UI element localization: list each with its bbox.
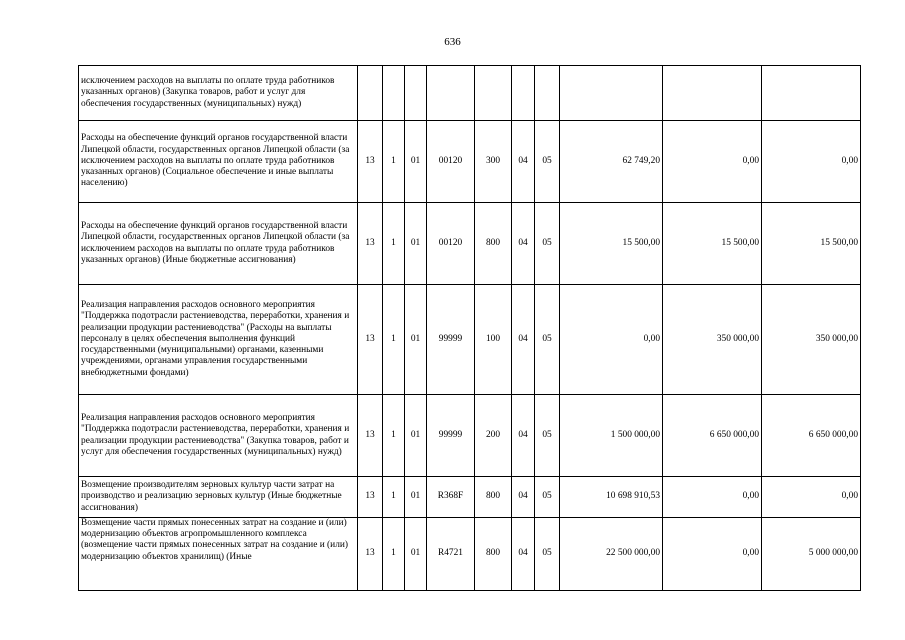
cell-admin-code: 13: [358, 477, 383, 518]
cell-subsection: 05: [535, 395, 560, 477]
cell-direction-code: 99999: [427, 285, 475, 395]
cell-amount-year3: 350 000,00: [762, 285, 861, 395]
table-row: [79, 66, 861, 121]
table-row: [79, 518, 861, 591]
table-row: [79, 285, 861, 395]
cell-expense-type: 100: [475, 285, 512, 395]
cell-subsection: [535, 66, 560, 121]
cell-expense-type: 800: [475, 477, 512, 518]
cell-program-code: 1: [383, 285, 405, 395]
cell-program-code: 1: [383, 203, 405, 285]
table-row: [79, 121, 861, 203]
cell-amount-year2: 15 500,00: [663, 203, 762, 285]
cell-event-code: 01: [405, 285, 427, 395]
cell-program-code: 1: [383, 518, 405, 591]
cell-program-code: 1: [383, 121, 405, 203]
cell-event-code: [405, 66, 427, 121]
cell-direction-code: R4721: [427, 518, 475, 591]
cell-admin-code: 13: [358, 285, 383, 395]
cell-direction-code: 99999: [427, 395, 475, 477]
cell-section: 04: [512, 203, 535, 285]
cell-direction-code: 00120: [427, 121, 475, 203]
cell-amount-year3: [762, 66, 861, 121]
cell-amount-year3: 0,00: [762, 121, 861, 203]
cell-section: [512, 66, 535, 121]
cell-program-code: 1: [383, 477, 405, 518]
cell-amount-year3: 0,00: [762, 477, 861, 518]
row-description: Реализация направления расходов основного мероприятия "Поддержка подотрасли растениеводства, переработки, хранения и реализации продукции растениеводства" (Расходы на выплаты персоналу в целях обеспечения выполнения функций государственными (муниципальными) органами, казенными учреждениями, органами управления государственными внебюджетными фондами): [79, 285, 358, 395]
cell-amount-year1: 10 698 910,53: [560, 477, 663, 518]
cell-expense-type: 300: [475, 121, 512, 203]
cell-expense-type: [475, 66, 512, 121]
cell-section: 04: [512, 477, 535, 518]
cell-event-code: 01: [405, 395, 427, 477]
cell-section: 04: [512, 518, 535, 591]
table-row: [79, 477, 861, 518]
cell-amount-year3: 15 500,00: [762, 203, 861, 285]
cell-admin-code: 13: [358, 121, 383, 203]
cell-amount-year1: 1 500 000,00: [560, 395, 663, 477]
cell-program-code: [383, 66, 405, 121]
row-description: исключением расходов на выплаты по оплате труда работников указанных органов) (Закупка товаров, работ и услуг для обеспечения государственных (муниципальных) нужд): [79, 66, 358, 121]
cell-amount-year1: 0,00: [560, 285, 663, 395]
cell-expense-type: 200: [475, 395, 512, 477]
cell-direction-code: R368F: [427, 477, 475, 518]
table-row: [79, 395, 861, 477]
cell-amount-year2: 0,00: [663, 477, 762, 518]
budget-table: [78, 65, 861, 591]
cell-amount-year1: [560, 66, 663, 121]
cell-amount-year1: 22 500 000,00: [560, 518, 663, 591]
cell-section: 04: [512, 285, 535, 395]
cell-admin-code: 13: [358, 203, 383, 285]
cell-amount-year3: 5 000 000,00: [762, 518, 861, 591]
table-row: [79, 203, 861, 285]
cell-amount-year1: 15 500,00: [560, 203, 663, 285]
row-description: Реализация направления расходов основного мероприятия "Поддержка подотрасли растениеводства, переработки, хранения и реализации продукции растениеводства" (Закупка товаров, работ и услуг для обеспечения государственных (муниципальных) нужд): [79, 395, 358, 477]
row-description: Возмещение части прямых понесенных затрат на создание и (или) модернизацию объектов агропромышленного комплекса (возмещение части прямых понесенных затрат на создание и (или) модернизацию объектов хранилищ) (Иные: [79, 518, 358, 591]
cell-section: 04: [512, 121, 535, 203]
cell-subsection: 05: [535, 477, 560, 518]
cell-subsection: 05: [535, 121, 560, 203]
cell-amount-year2: 6 650 000,00: [663, 395, 762, 477]
cell-expense-type: 800: [475, 518, 512, 591]
cell-amount-year2: [663, 66, 762, 121]
cell-admin-code: 13: [358, 395, 383, 477]
cell-event-code: 01: [405, 518, 427, 591]
cell-amount-year2: 0,00: [663, 518, 762, 591]
cell-subsection: 05: [535, 285, 560, 395]
row-description: Возмещение производителям зерновых культур части затрат на производство и реализацию зерновых культур (Иные бюджетные ассигнования): [79, 477, 358, 518]
cell-admin-code: 13: [358, 518, 383, 591]
cell-admin-code: [358, 66, 383, 121]
cell-section: 04: [512, 395, 535, 477]
cell-event-code: 01: [405, 203, 427, 285]
row-description: Расходы на обеспечение функций органов государственной власти Липецкой области, государственных органов Липецкой области (за исключением расходов на выплаты по оплате труда работников указанных органов) (Социальное обеспечение и иные выплаты населению): [79, 121, 358, 203]
cell-amount-year2: 0,00: [663, 121, 762, 203]
cell-amount-year1: 62 749,20: [560, 121, 663, 203]
cell-event-code: 01: [405, 121, 427, 203]
page-number: 636: [444, 36, 461, 48]
cell-subsection: 05: [535, 518, 560, 591]
cell-amount-year3: 6 650 000,00: [762, 395, 861, 477]
cell-event-code: 01: [405, 477, 427, 518]
cell-expense-type: 800: [475, 203, 512, 285]
cell-direction-code: [427, 66, 475, 121]
cell-amount-year2: 350 000,00: [663, 285, 762, 395]
cell-direction-code: 00120: [427, 203, 475, 285]
row-description: Расходы на обеспечение функций органов государственной власти Липецкой области, государственных органов Липецкой области (за исключением расходов на выплаты по оплате труда работников указанных органов) (Иные бюджетные ассигнования): [79, 203, 358, 285]
cell-subsection: 05: [535, 203, 560, 285]
cell-program-code: 1: [383, 395, 405, 477]
